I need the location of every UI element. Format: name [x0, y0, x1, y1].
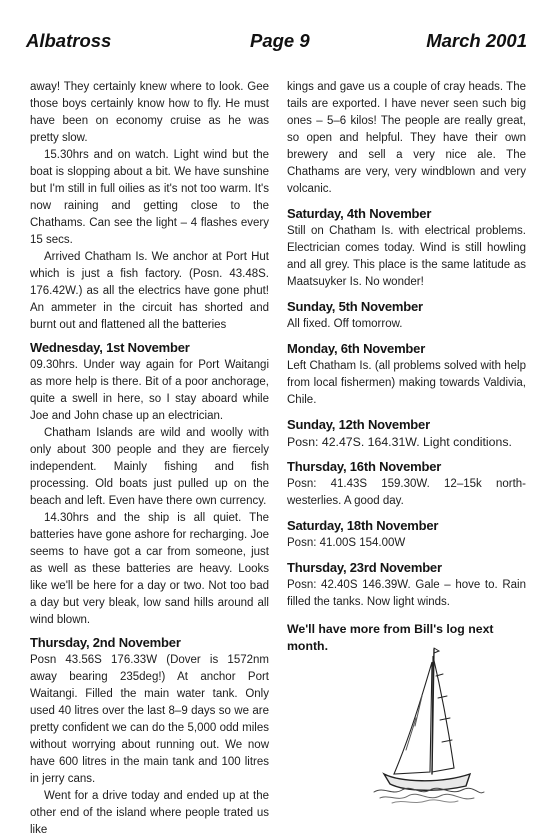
paragraph: Left Chatham Is. (all problems solved with help from local fishermen) making towards Valdivia, Chile. — [287, 360, 526, 406]
sailboat-sketch-icon — [370, 646, 488, 806]
page-header — [24, 30, 529, 56]
paragraph: Went for a drive today and ended up at the other end of the island where people trated us like — [30, 790, 269, 836]
issue-date: March 2001 — [426, 30, 527, 51]
entry-heading: Monday, 6th November — [287, 341, 426, 356]
paragraph: Posn 43.56S 176.33W (Dover is 1572nm away bearing 235deg!) At anchor Port Waitangi. Filled the main water tank. Only used 40 litres over the last 8–9 days so we are pretty confident we can do the 5,000 odd miles without worrying about running out. We now have 600 litres in the main tank and 100 litres in jerry cans. — [30, 654, 269, 785]
entry-heading: Thursday, 2nd November — [30, 635, 181, 650]
paragraph: Posn: 41.00S 154.00W — [287, 537, 406, 549]
entry-heading: Wednesday, 1st November — [30, 340, 190, 355]
paragraph: 14.30hrs and the ship is all quiet. The batteries have gone ashore for recharging. Joe seems to have got a car from someone, just as well as these batteries are heavy. Looks like we'll be here for a day or two. Not too bad a day but very bleak, low sand hills around all wind blown. — [30, 512, 269, 626]
entry-heading: Sunday, 5th November — [287, 299, 423, 314]
entry-heading: Saturday, 18th November — [287, 518, 439, 533]
paragraph: Arrived Chatham Is. We anchor at Port Hut which is just a fish factory. (Posn. 43.48S. 176.42W.) as all the electrics have gone phut! An ammeter in the circuit has shorted and burnt out and flattened all the batteries — [30, 251, 269, 331]
entry-heading: Sunday, 12th November — [287, 417, 430, 432]
page-number: Page 9 — [250, 30, 310, 51]
paragraph: 09.30hrs. Under way again for Port Waitangi as more help is there. Bit of a poor anchorage, quite a swell in here, so I stay aboard while Joe and John chase up an electrician. — [30, 359, 269, 422]
entry-heading: Thursday, 23rd November — [287, 560, 442, 575]
paragraph: Chatham Islands are wild and woolly with only about 300 people and they are fiercely independent. Mainly fishing and fish processing. Old boats just pulled up on the beach and left. Even have there own currency. — [30, 427, 269, 507]
entry-heading: Thursday, 16th November — [287, 459, 442, 474]
paragraph: Posn: 42.40S 146.39W. Gale – hove to. Rain filled the tanks. Now light winds. — [287, 579, 526, 608]
paragraph: Posn: 41.43S 159.30W. 12–15k north-westerlies. A good day. — [287, 478, 526, 507]
paragraph: All fixed. Off tomorrow. — [287, 318, 403, 330]
paragraph: kings and gave us a couple of cray heads. The tails are exported. I have never seen such big ones – 5–6 kilos! The people are really great, so open and helpful. They have their own brewery and sell a very nice ale. The Chathams are very, very windblown and very volcanic. — [287, 81, 526, 195]
newsletter-title: Albatross — [26, 30, 112, 51]
entry-heading: Saturday, 4th November — [287, 206, 432, 221]
right-column — [287, 79, 526, 655]
paragraph: Still on Chatham Is. with electrical problems. Electrician comes today. Wind is still howling and all grey. This place is the same latitude as Maatsuyker Is. No wonder! — [287, 225, 526, 288]
paragraph: 15.30hrs and on watch. Light wind but the boat is slopping about a bit. We have sunshine but I'm still in full oilies as it's not too warm. It's now raining and getting close to the Chathams. Can see the light – 4 flashes every 15 secs. — [30, 149, 269, 246]
closing-note: We'll have more from Bill's log next month. — [287, 622, 494, 653]
paragraph: away! They certainly knew where to look. Gee those boys certainly know how to fly. He must have been on economy cruise as he was pretty slow. — [30, 81, 269, 144]
left-column — [30, 79, 269, 839]
paragraph: Posn: 42.47S. 164.31W. Light conditions. — [287, 435, 512, 449]
